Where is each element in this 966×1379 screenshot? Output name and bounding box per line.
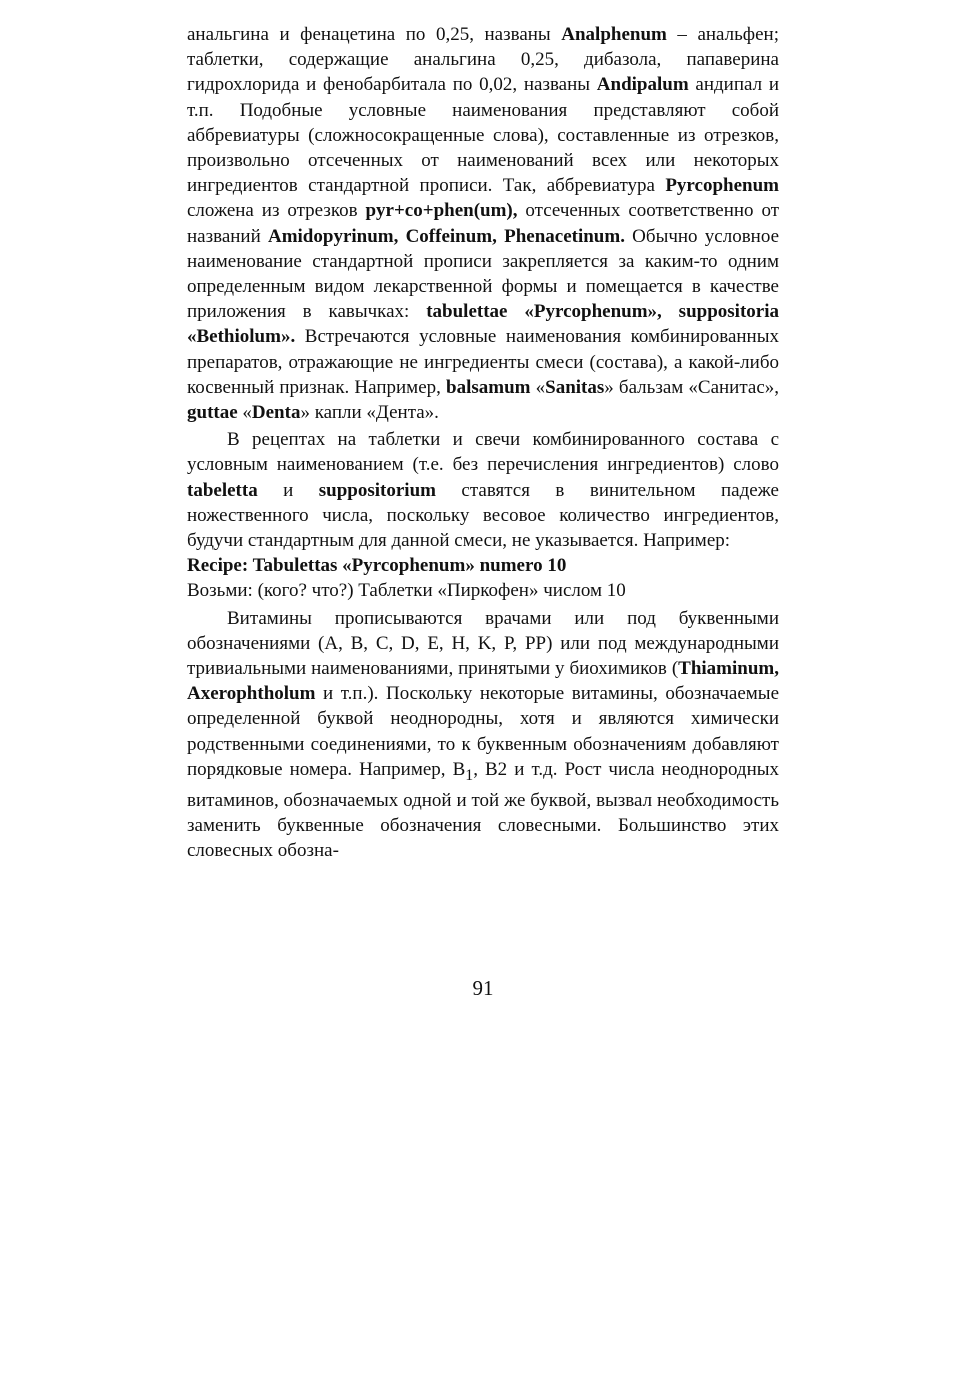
text-run: «: [237, 402, 252, 424]
text-run: Обычно условное наименование стандартной прописи закрепляется за каким-то одним определенным видом лекарственной формы и помещается в качестве приложения в кавычках:: [187, 225, 779, 323]
recipe-latin: Recipe: Tabulettas «Pyrcophenum» numero 10: [187, 555, 567, 577]
bold-term: Thiaminum, Axerophtholum: [187, 658, 779, 705]
bold-term: Analphenum: [561, 24, 667, 45]
text-run: отсеченных соответственно от названий: [187, 200, 780, 247]
page-number: 91: [472, 976, 494, 1000]
text-run: – анальфен; таблетки, содержащие анальгина 0,25, дибазола, папаверина гидрохлорида и фенобарбитала по 0,02, названы: [187, 24, 779, 96]
text-run: анальгина и фенацетина по 0,25, названы: [187, 24, 562, 45]
bold-term: Andipalum: [596, 74, 689, 96]
text-run: , B2 и т.д. Рост числа неоднородных витаминов, обозначаемых одной и той же буквой, вызвал необходимость заменить буквенные обозначения словесными. Большинство этих словесных обозна-: [187, 758, 780, 862]
text-block: [187, 22, 779, 864]
bold-term: pyr+co+phen(um),: [365, 200, 518, 222]
bold-term: Denta: [251, 402, 301, 424]
paragraph-3: [187, 606, 779, 864]
text-run: и т.п.). Поскольку некоторые витамины, обозначаемые определенной буквой неоднородны, хотя и являются химически родственными соединениями, то к буквенным обозначениям добавляют порядковые номера. Например, B: [187, 683, 779, 780]
text-run: и: [257, 479, 319, 501]
bold-term: Amidopyrinum, Coffeinum, Phenacetinum.: [267, 225, 625, 247]
bold-term: balsamum: [446, 376, 531, 398]
paragraph-1: [187, 22, 779, 425]
text-run: » капли «Дента».: [300, 402, 439, 424]
text-run: В рецептах на таблетки и свечи комбинированного состава с условным наименованием (т.е. без перечисления ингредиентов) слово: [187, 429, 779, 476]
text-run: андипал и т.п. Подобные условные наименования представляют собой аббревиатуры (сложносокращенные слова), составленные из отрезков, произвольно отсеченных от наименований всех или некоторых ингредиентов стандартной прописи. Так, аббревиатура: [187, 74, 779, 197]
text-run: «: [530, 376, 546, 398]
text-run: сложена из отрезков: [187, 200, 366, 222]
bold-term: Sanitas: [545, 376, 605, 398]
recipe-translation: Возьми: (кого? что?) Таблетки «Пиркофен» числом 10: [187, 580, 626, 602]
bold-term: tabulettae «Pyrcophenum», suppositoria «Bethiolum».: [187, 301, 779, 348]
bold-term: Pyrcophenum: [665, 175, 779, 197]
text-run: Встречаются условные наименования комбинированных препаратов, отражающие не ингредиенты смеси (состава), а какой-либо косвенный признак. Например,: [187, 326, 779, 398]
paragraph-2: [187, 427, 779, 553]
text-run: ставятся в винительном падеже ножественного числа, поскольку весовое количество ингредиентов, будучи стандартным для данной смеси, не указывается. Например:: [187, 479, 779, 552]
text-run: Витамины прописываются врачами или под буквенными обозначениями (А, В, С, D, E, H, K, P, PP) или под международными тривиальными наименованиями, принятыми у биохимиков (: [187, 607, 779, 680]
subscript: 1: [465, 766, 474, 784]
bold-term: suppositorium: [318, 479, 436, 501]
text-run: » бальзам «Санитас»,: [604, 376, 780, 398]
bold-term: tabeletta: [187, 479, 258, 501]
bold-term: guttae: [187, 402, 238, 424]
